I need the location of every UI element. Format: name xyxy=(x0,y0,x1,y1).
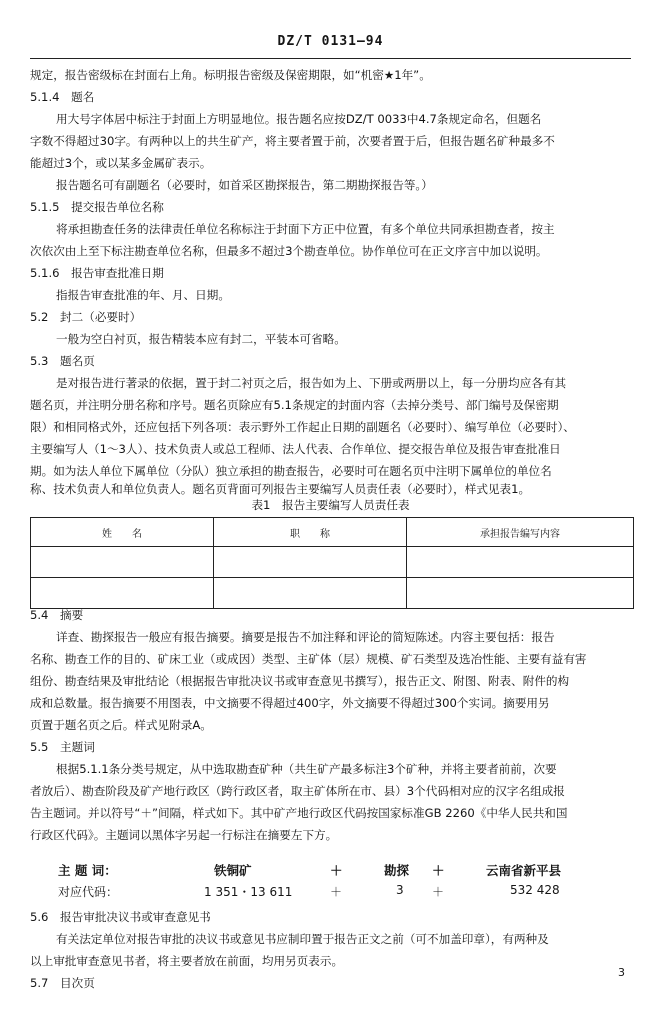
paragraph-line: 规定，报告密级标在封面右上角。标明报告密级及保密期限，如“机密★1年”。 xyxy=(30,68,431,82)
responsibility-table xyxy=(30,517,634,609)
section-heading-5-1-4: 5.1.4 题名 xyxy=(30,90,95,104)
keyword-separator: ＋ xyxy=(432,863,445,878)
paragraph-line: 用大号字体居中标注于封面上方明显地位。报告题名应按DZ/T 0033中4.7条规定命名，但题名 xyxy=(56,112,542,126)
paragraph-line: 指报告审查批准的年、月、日期。 xyxy=(56,288,230,302)
code-region: 532 428 xyxy=(510,883,560,897)
standard-code-header: DZ/T 0131—94 xyxy=(277,34,384,49)
section-heading-5-2: 5.2 封二（必要时） xyxy=(30,310,142,324)
table-cell xyxy=(407,547,634,578)
section-heading-5-1-5: 5.1.5 提交报告单位名称 xyxy=(30,200,164,214)
paragraph-line: 名称、勘查工作的目的、矿床工业（或成因）类型、主矿体（层）规模、矿石类型及选冶性能、主要有益有害 xyxy=(30,652,587,666)
section-heading-5-1-6: 5.1.6 报告审查批准日期 xyxy=(30,266,164,280)
paragraph-line: 是对报告进行著录的依据，置于封二衬页之后，报告如为上、下册或两册以上，每一分册均应各有其 xyxy=(56,376,567,390)
paragraph-line: 组份、勘查结果及审批结论（根据报告审批决议书或审查意见书撰写），报告正文、附图、附表、附件的构 xyxy=(30,674,570,688)
table-header-row xyxy=(31,518,634,547)
paragraph-line: 报告题名可有副题名（必要时，如首采区勘探报告，第二期勘探报告等。） xyxy=(56,178,433,192)
section-heading-5-4: 5.4 摘要 xyxy=(30,608,84,622)
header-rule xyxy=(30,58,631,59)
codes-label: 对应代码： xyxy=(58,885,119,899)
code-separator: ＋ xyxy=(432,885,445,899)
paragraph-line: 成和总数量。报告摘要不用图表，中文摘要不得超过400字，外文摘要不得超过300个实词。摘要用另 xyxy=(30,696,550,710)
paragraph-line: 详查、勘探报告一般应有报告摘要。摘要是报告不加注释和评论的简短陈述。内容主要包括：报告 xyxy=(56,630,555,644)
table-cell xyxy=(214,547,407,578)
section-heading-5-7: 5.7 目次页 xyxy=(30,976,95,990)
code-mineral: 1 351・13 611 xyxy=(204,885,293,899)
paragraph-line: 根据5.1.1条分类号规定，从中选取勘查矿种（共生矿产最多标注3个矿种，并将主要者前前，次要 xyxy=(56,762,557,776)
paragraph-line: 题名页，并注明分册名称和序号。题名页除应有5.1条规定的封面内容（去掉分类号、部门编号及保密期 xyxy=(30,398,559,412)
column-header-title: 职 称 xyxy=(214,518,407,547)
paragraph-line: 行政区代码》。主题词以黑体字另起一行标注在摘要左下方。 xyxy=(30,828,338,842)
keyword-stage: 勘探 xyxy=(384,863,410,878)
paragraph-line: 次依次由上至下标注勘查单位名称，但最多不超过3个勘查单位。协作单位可在正文序言中加以说明。 xyxy=(30,244,548,258)
paragraph-line: 页置于题名页之后。样式见附录A。 xyxy=(30,718,212,732)
paragraph-line: 期。如为法人单位下属单位（分队）独立承担的勘查报告，必要时可在题名页中注明下属单位的单位名 xyxy=(30,464,552,478)
column-header-name: 姓 名 xyxy=(31,518,214,547)
paragraph-line: 主要编写人（1～3人）、技术负责人或总工程师、法人代表、合作单位、提交报告单位及报告审查批准日 xyxy=(30,442,561,456)
paragraph-line: 能超过3个，或以某多金属矿表示。 xyxy=(30,156,212,170)
paragraph-line: 一般为空白衬页，报告精装本应有封二，平装本可省略。 xyxy=(56,332,346,346)
keyword-region: 云南省新平县 xyxy=(486,863,562,878)
paragraph-line: 以上审批审查意见书者，将主要者放在前面，均用另页表示。 xyxy=(30,954,344,968)
page-number: 3 xyxy=(618,966,625,979)
keyword-codes-row xyxy=(58,883,618,905)
keyword-separator: ＋ xyxy=(330,863,343,878)
code-separator: ＋ xyxy=(330,885,343,899)
paragraph-line: 限）和相同格式外，还应包括下列各项：表示野外工作起止日期的副题名（必要时）、编写单位（必要时）、 xyxy=(30,420,575,434)
section-heading-5-5: 5.5 主题词 xyxy=(30,740,95,754)
keyword-mineral: 铁铜矿 xyxy=(214,863,252,878)
paragraph-line: 有关法定单位对报告审批的决议书或意见书应制印置于报告正文之前（可不加盖印章），有两种及 xyxy=(56,932,549,946)
paragraph-line: 者放后）、勘查阶段及矿产地行政区（跨行政区者，取主矿体所在市、县）3个代码相对应的汉字名组成报 xyxy=(30,784,565,798)
table-cell xyxy=(31,547,214,578)
table-title: 表1 报告主要编写人员责任表 xyxy=(251,498,410,512)
code-stage: 3 xyxy=(396,883,404,897)
section-heading-5-6: 5.6 报告审批决议书或审查意见书 xyxy=(30,910,211,924)
section-heading-5-3: 5.3 题名页 xyxy=(30,354,95,368)
subject-keywords-row xyxy=(58,861,618,883)
paragraph-line: 将承担勘查任务的法律责任单位名称标注于封面下方正中位置，有多个单位共同承担勘查者，按主 xyxy=(56,222,555,236)
paragraph-line: 字数不得超过30字。有两种以上的共生矿产，将主要者置于前，次要者置于后，但报告题名矿种最多不 xyxy=(30,134,555,148)
column-header-content: 承担报告编写内容 xyxy=(407,518,634,547)
paragraph-line: 称、技术负责人和单位负责人。题名页背面可列报告主要编写人员责任表（必要时），样式见表1。 xyxy=(30,482,531,496)
keywords-label: 主 题 词： xyxy=(58,863,117,878)
table-row xyxy=(31,547,634,578)
paragraph-line: 告主题词。并以符号“＋”间隔，样式如下。其中矿产地行政区代码按国家标准GB 2260《中华人民共和国 xyxy=(30,806,568,820)
